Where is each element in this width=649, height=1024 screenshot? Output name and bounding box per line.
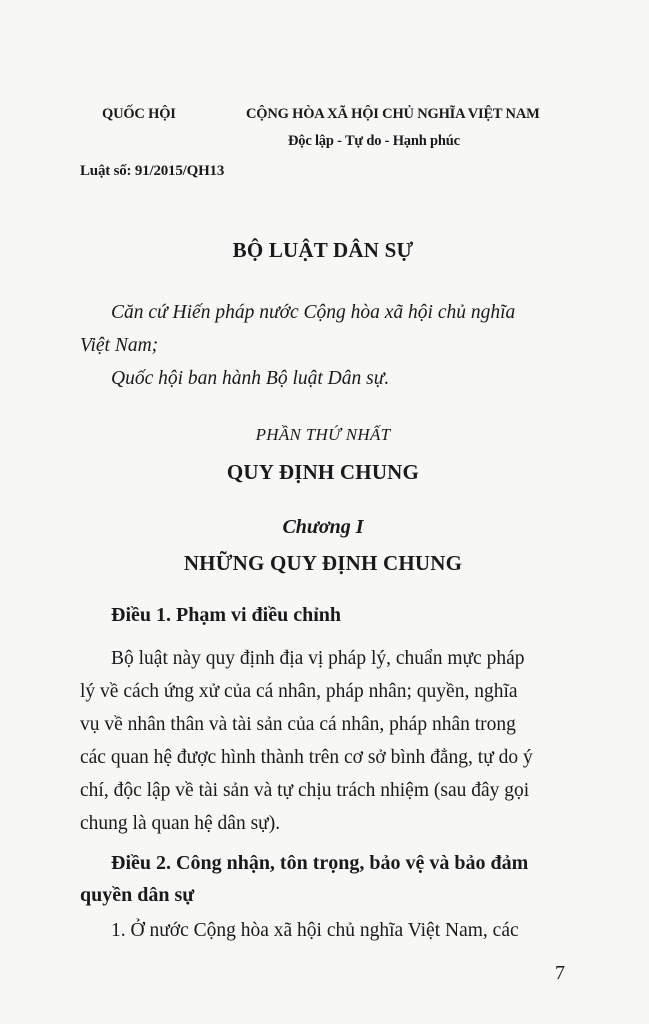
national-motto: Độc lập - Tự do - Hạnh phúc [288,133,460,149]
chapter-title: NHỮNG QUY ĐỊNH CHUNG [183,551,463,575]
preamble-line: Căn cứ Hiến pháp nước Cộng hòa xã hội chủ nghĩa [111,302,516,323]
page-number: 7 [555,962,565,984]
issuer-label: QUỐC HỘI [102,106,176,122]
part-label: PHẦN THỨ NHẤT [255,425,391,444]
article-2-heading [80,847,528,911]
preamble [80,296,566,395]
article-1-body [80,642,566,840]
article-2-heading-line: quyền dân sự [80,884,195,906]
part-title: QUY ĐỊNH CHUNG [226,460,420,484]
article-1-heading: Điều 1. Phạm vi điều chỉnh [111,604,342,626]
article-1-line: chung là quan hệ dân sự). [80,813,281,834]
national-title: CỘNG HÒA XÃ HỘI CHỦ NGHĨA VIỆT NAM [246,106,540,122]
article-2-heading-line: Điều 2. Công nhận, tôn trọng, bảo vệ và bảo đảm [111,852,529,874]
article-1-line: vụ về nhân thân và tài sản của cá nhân, pháp nhân trong [80,714,516,735]
article-2-body [80,914,566,947]
preamble-line: Quốc hội ban hành Bộ luật Dân sự. [111,368,390,389]
document-title: BỘ LUẬT DÂN SỰ [232,238,414,262]
article-2-line: 1. Ở nước Cộng hòa xã hội chủ nghĩa Việt Nam, các [111,920,519,941]
article-1-line: các quan hệ được hình thành trên cơ sở bình đẳng, tự do ý [80,747,533,768]
chapter-label: Chương I [282,516,364,538]
law-number: Luật số: 91/2015/QH13 [80,163,225,179]
article-1-line: lý về cách ứng xử của cá nhân, pháp nhân; quyền, nghĩa [80,681,518,702]
preamble-line: Việt Nam; [80,335,159,356]
article-1-line: Bộ luật này quy định địa vị pháp lý, chuẩn mực pháp [111,648,525,669]
article-1-line: chí, độc lập về tài sản và tự chịu trách nhiệm (sau đây gọi [80,780,530,801]
